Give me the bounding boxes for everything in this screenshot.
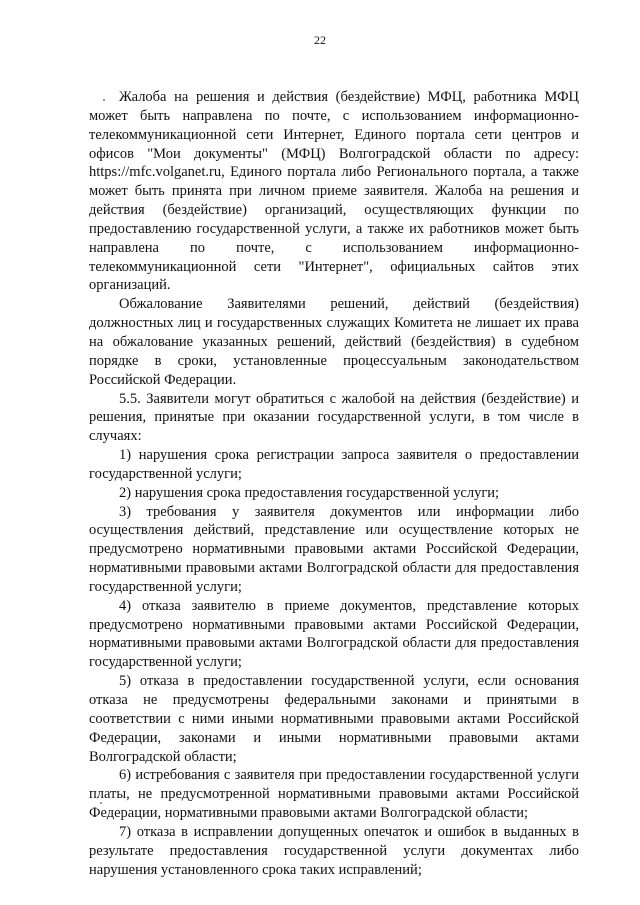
list-item-7: 7) отказа в исправлении допущенных опечаток и ошибок в выданных в результате предоставления государственной услуги документах либо нарушения установленного срока таких исправлений;	[89, 823, 579, 878]
paragraph-complaint-mfc: Жалоба на решения и действия (бездействие) МФЦ, работника МФЦ может быть направлена по почте, с использованием информационно-телекоммуникационной сети Интернет, Единого портала сети центров и офисов "Мои документы" (МФЦ) Волгоградской области по адресу: https://mfc.volganet.ru, Единого портала либо Регионального портала, а также может быть принята при личном приеме заявителя. Жалоба на решения и действия (бездействие) организаций, осуществляющих функции по предоставлению государственной услуги, а также их работников может быть направлена по почте, с использованием информационно-телекоммуникационной сети "Интернет", официальных сайтов этих организаций.	[89, 89, 579, 294]
list-item-4: 4) отказа заявителю в приеме документов, представление которых предусмотрено нормативными правовыми актами Российской Федерации, нормативными правовыми актами Волгоградской области для предоставления государственной услуги;	[89, 597, 579, 671]
page-number: 22	[314, 33, 326, 47]
list-item-2: 2) нарушения срока предоставления государственной услуги;	[119, 484, 500, 501]
paragraph-5-5: 5.5. Заявители могут обратиться с жалобой на действия (бездействие) и решения, принятые при оказании государственной услуги, в том числе в случаях:	[89, 390, 579, 445]
list-item-3: 3) требования у заявителя документов или информации либо осуществления действий, представление или осуществление которых не предусмотрено нормативными правовыми актами Российской Федерации, нормативными правовыми актами Волгоградской области для предоставления государственной услуги;	[89, 503, 579, 595]
list-item-5: 5) отказа в предоставлении государственной услуги, если основания отказа не предусмотрены федеральными законами и принятыми в соответствии с ними иными нормативными правовыми актами Российской Федерации, законами и иными нормативными правовыми актами Волгоградской области;	[89, 673, 579, 765]
document-body	[89, 88, 579, 879]
list-item-1: 1) нарушения срока регистрации запроса заявителя о предоставлении государственной услуги;	[89, 447, 579, 482]
list-item-6: 6) истребования с заявителя при предоставлении государственной услуги платы, не предусмотренной нормативными правовыми актами Российской Федерации, нормативными правовыми актами Волгоградской области;	[89, 767, 579, 822]
paragraph-appeal-rights: Обжалование Заявителями решений, действий (бездействия) должностных лиц и государственных служащих Комитета не лишает их права на обжалование указанных решений, действий (бездействия) в судебном порядке в сроки, установленные процессуальным законодательством Российской Федерации.	[89, 296, 579, 388]
